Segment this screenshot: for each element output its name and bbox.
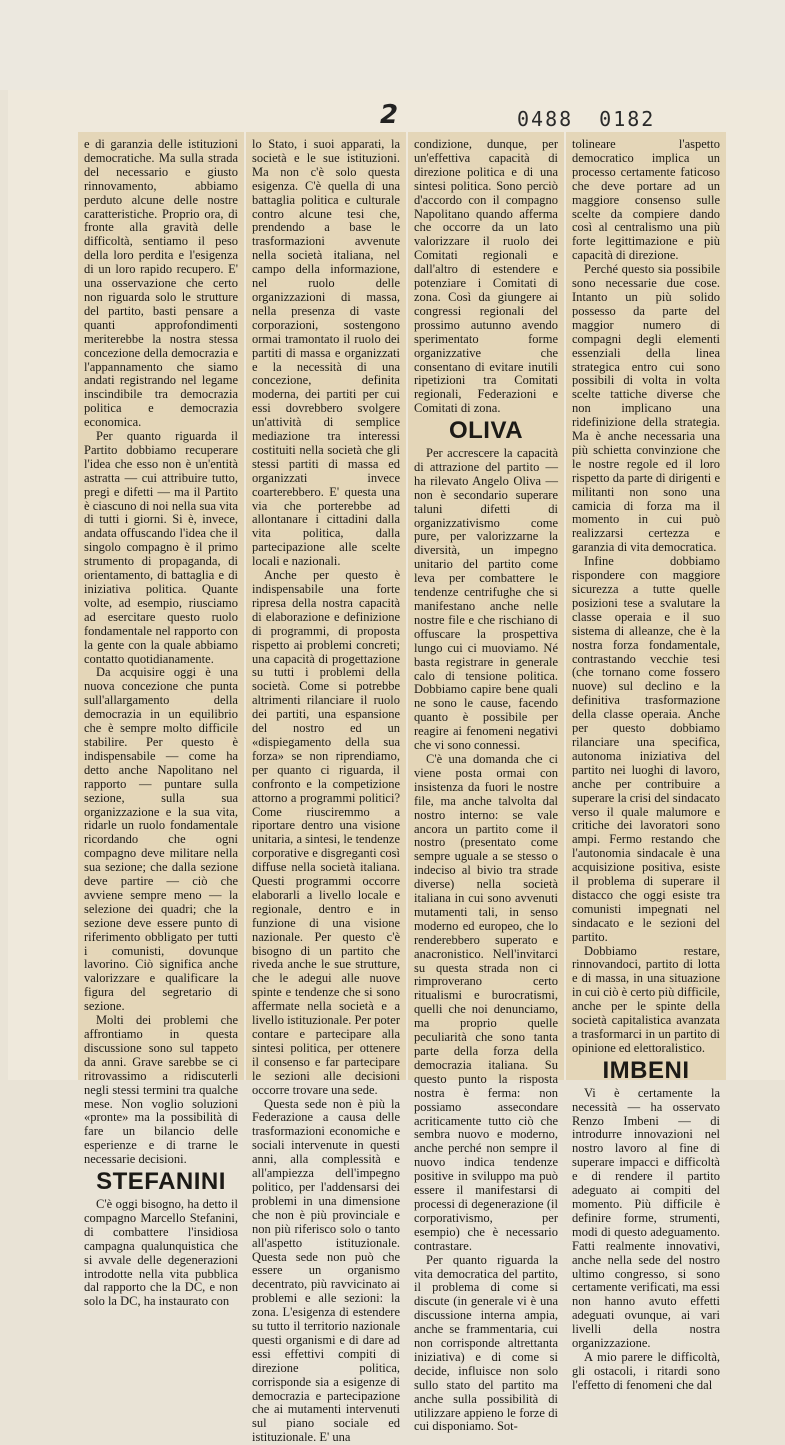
article-column-2 [246,132,406,1445]
paragraph: e di garanzia delle istituzioni democratiche. Ma sulla strada del necessario e giusto rinnovamento, abbiamo perduto alcune delle nostre caratteristiche. Proprio ora, di fronte alla gravità delle difficoltà, sentiamo il peso della loro perdita e l'esigenza di un loro rapido recupero. E' una osservazione che certo non riguarda solo le strutture del partito, basti pensare a quanti approfondimenti meriterebbe la nostra stessa concezione della democrazia e l'appannamento che siamo andati registrando nel legame inscindibile tra democrazia politica e democrazia economica. [84,137,238,430]
paragraph: Questa sede non è più la Federazione a causa delle trasformazioni economiche e sociali intervenute in questi anni, alla complessità e all'ampiezza dell'impegno politico, per l'addensarsi dei problemi in una dimensione che non è più provinciale e non più riferisco solo o tanto all'aspetto istituzionale. Questa sede non può che essere un organismo decentrato, più ravvicinato ai problemi e alle sezioni: la zona. L'esigenza di estendere su tutto il territorio nazionale questi organismi e di dare ad essi effettivi compiti di direzione politica, corrisponde sia a esigenze di democrazia e partecipazione che ai mutamenti intervenuti sul piano sociale ed istituzionale. E' una [252,1096,400,1445]
article-column-3 [408,132,564,1434]
speaker-heading-oliva: OLIVA [448,417,524,445]
paragraph: Da acquisire oggi è una nuova concezione che punta sull'allargamento della democrazia in un equilibrio che è sempre molto difficile stabilire. Per questo è indispensabile — come ha detto anche Napolitano nel rapporto — puntare sulla sezione, sulla sua organizzazione e la sua vita, ridarle un ruolo fondamentale ricordando che ogni compagno deve militare nella sua sezione; che dalla sezione deve partire — ciò che avviene sempre meno — la selezione dei quadri; che la sezione deve essere punto di riferimento obbligato per tutti i comunisti, dovunque lavorino. Ciò significa anche valorizzare e qualificare la figura del segretario di sezione. [84,665,238,1014]
stamp-number-left: 0488 [517,107,574,131]
article-column-4 [566,132,726,1392]
article-column-1 [78,132,244,1309]
paragraph: condizione, dunque, per un'effettiva capacità di direzione politica e di una sintesi politica. Sono perciò d'accordo con il compagno Napolitano quando afferma che occorre da un lato valorizzare il ruolo dei Comitati regionali e dall'altro di estendere e potenziare i Comitati di zona. Così da giungere ai congressi regionali del prossimo autunno avendo sperimentato forme organizzative che consentano di evitare inutili ripetizioni tra Comitati regionali, Federazioni e Comitati di zona. [414,137,558,416]
paragraph: Per accrescere la capacità di attrazione del partito — ha rilevato Angelo Oliva — non è secondario superare taluni difetti di organizzativismo come pure, per valorizzarne la diversità, un impegno unitario del partito come leva per combattere le tendenze centrifughe che si manifestano anche nelle nostre file e che rischiano di offuscare la prospettiva lungo cui ci muoviamo. Né basta registrare in generale calo di tensione politica. Dobbiamo capire bene quali ne sono le cause, facendo quanto è possibile per reagire ai fenomeni negativi che vi sono connessi. [414,446,558,753]
paragraph: Per quanto riguarda il Partito dobbiamo recuperare l'idea che esso non è un'entità astratta — cui attribuire tutto, pregi e difetti — ma il Partito è ciascuno di noi nella sua vita di tutti i giorni. Si è, invece, andata offuscando l'idea che il singolo compagno è il primo strumento di propaganda, di orientamento, di battaglia e di iniziativa politica. Quante volte, ad esempio, riusciamo ad esercitare questo ruolo fondamentale nel rapporto con la gente con la quale abbiamo contatto quotidianamente. [84,429,238,666]
paragraph: C'è una domanda che ci viene posta ormai con insistenza da fuori le nostre file, ma anche talvolta dal nostro interno: se vale ancora un partito come il nostro (presentato come sempre uguale a se stesso o indeciso al bivio tra strade diverse) nella società italiana in cui sono avvenuti mutamenti tali, in senso moderno ed europeo, che lo renderebbero superato e anacronistico. Nell'invitarci su questa strada non ci rimproverano certo ritualismi e burocratismi, quelli che noi denunciamo, ma proprio quelle peculiarità che sono tanta parte della forza della democrazia italiana. Su questo punto la risposta nostra è ferma: non possiamo assecondare acriticamente tutto ciò che sembra nuovo e moderno, anche perché non sempre il nuovo indica tendenze positive in sviluppo ma può essere il manifestarsi di processi di degenerazione (il corporativismo, per esempio) che è necessario contrastare. [414,751,558,1253]
stamp-number-right: 0182 [599,107,656,131]
paragraph: tolineare l'aspetto democratico implica un processo certamente faticoso che deve portare ad un maggiore consenso sulle scelte da compiere dando così al centralismo una più forte legittimazione e più capacità di direzione. [572,137,720,263]
paragraph: Vi è certamente la necessità — ha osservato Renzo Imbeni — di introdurre innovazioni nel nostro lavoro al fine di superare impacci e difficoltà e di rendere il partito adeguato ai compiti del momento. Più difficile è definire forme, strumenti, modi di questo adeguamento. Fatti realmente innovativi, anche nella sede del nostro ultimo congresso, si sono certamente verificati, ma essi non hanno avuto effetti adeguati ovunque, ai vari livelli della nostra organizzazione. [572,1085,720,1351]
paragraph: Anche per questo è indispensabile una forte ripresa della nostra capacità di elaborazione e definizione di programmi, di proposta rispetto ai problemi concreti; una capacità di progettazione su tutti i problemi della società. Come si potrebbe altrimenti rilanciare il ruolo dei partiti, una espansione del nostro ed un «dispiegamento della sua forza» se non riprendiamo, per quanto ci riguarda, il confronto e la competizione attorno a programmi politici? Come riusciremmo a riportare dentro una visione unitaria, a sintesi, le tendenze corporative e disgreganti così diffuse nella società italiana. Questi programmi occorre elaborarli a livello locale e regionale, dentro e in funzione di una visione nazionale. Per questo c'è bisogno di un partito che riveda anche le sue strutture, che le adegui alle nuove spinte e tendenze che si sono affermate nella società e a livello istituzionale. Per poter contare e partecipare alla sintesi politica, per ottenere il consenso e far partecipare le sezioni alle decisioni occorre trovare una sede. [252,568,400,1097]
paragraph: lo Stato, i suoi apparati, la società e le sue istituzioni. Ma non c'è solo questa esigenza. C'è quella di una battaglia politica e culturale contro alcune tesi che, prendendo a base le trasformazioni avvenute nella società italiana, nel campo della informazione, nel ruolo delle organizzazioni di massa, nella presenza di vaste corporazioni, sostengono ormai tramontato il ruolo dei partiti di massa e organizzati e la necessità di una concezione, definita moderna, dei partiti per cui essi dovrebbero svolgere un'attività di semplice mediazione tra interessi costituiti nella società che gli stessi partiti di massa ed organizzati invece coarterebbero. E' questa una via che porterebbe ad allontanare i cittadini dalla vita politica, dalla partecipazione alle scelte locali e nazionali. [252,137,400,569]
paragraph: Molti dei problemi che affrontiamo in questa discussione sono sul tappeto da anni. Grave sarebbe se ci ritrovassimo a ridiscuterli negli stessi termini tra qualche mese. Non voglio soluzioni «pronte» ma la possibilità di fare un bilancio delle esperienze e di trarne le necessarie decisioni. [84,1013,238,1167]
paragraph: C'è oggi bisogno, ha detto il compagno Marcello Stefanini, di combattere l'insidiosa campagna qualunquistica che si avvale delle degenerazioni introdotte nella vita pubblica dal rapporto che la DC, e non solo la DC, ha instaurato con [84,1196,238,1309]
archive-stamp [517,107,681,131]
paragraph: Infine dobbiamo rispondere con maggiore sicurezza a tutte quelle posizioni tese a svalutare la classe operaia e il suo sistema di alleanze, che è la nostra forza fondamentale, contrastando vecchie tesi (che tornano come fossero nuove) sul declino e la definitiva trasformazione della classe operaia. Anche per questo dobbiamo rilanciare una specifica, autonoma iniziativa del partito nei luoghi di lavoro, anche per contribuire a superare la crisi del sindacato verso il quale malumore e critiche dei lavoratori sono ampi. Fermo restando che l'autonomia sindacale è una acquisizione positiva, esiste il problema di superare il distacco che oggi esiste tra comunisti impegnati nel sindacato e le sezioni del partito. [572,554,720,944]
handwritten-page-number: 2 [380,100,399,130]
paragraph: Per quanto riguarda la vita democratica del partito, il problema di come si discute (in generale vi è una discussione interna ampia, anche se frammentaria, cui non corrisponde altrettanta iniziativa) e di come si decide, influisce non solo sullo stato del partito ma anche sulla possibilità di utilizzare appieno le forze di cui disponiamo. Sot- [414,1252,558,1434]
speaker-heading-stefanini: STEFANINI [96,1168,226,1196]
paragraph: Perché questo sia possibile sono necessarie due cose. Intanto un più solido possesso da parte del maggior numero di compagni degli elementi essenziali della linea strategica entro cui sono possibili di volta in volta scelte tattiche diverse che non implicano una ridefinizione della strategia. Ma è anche necessaria una più schietta convinzione che le nostre regole ed il loro rispetto da parte di dirigenti e militanti non sono una camicia di forza ma il momento in cui può realizzarsi certezza e garanzia di vita democratica. [572,262,720,555]
paragraph: Dobbiamo restare, rinnovandoci, partito di lotta e di massa, in una situazione in cui ciò è certo più difficile, anche per le spinte della società capitalistica avanzata a trasformarci in un partito di opinione ed elettoralistico. [572,943,720,1055]
scan-top-margin [0,0,785,90]
speaker-heading-imbeni: IMBENI [602,1056,690,1084]
paragraph: A mio parere le difficoltà, gli ostacoli, i ritardi sono l'effetto di fenomeni che dal [572,1349,720,1392]
